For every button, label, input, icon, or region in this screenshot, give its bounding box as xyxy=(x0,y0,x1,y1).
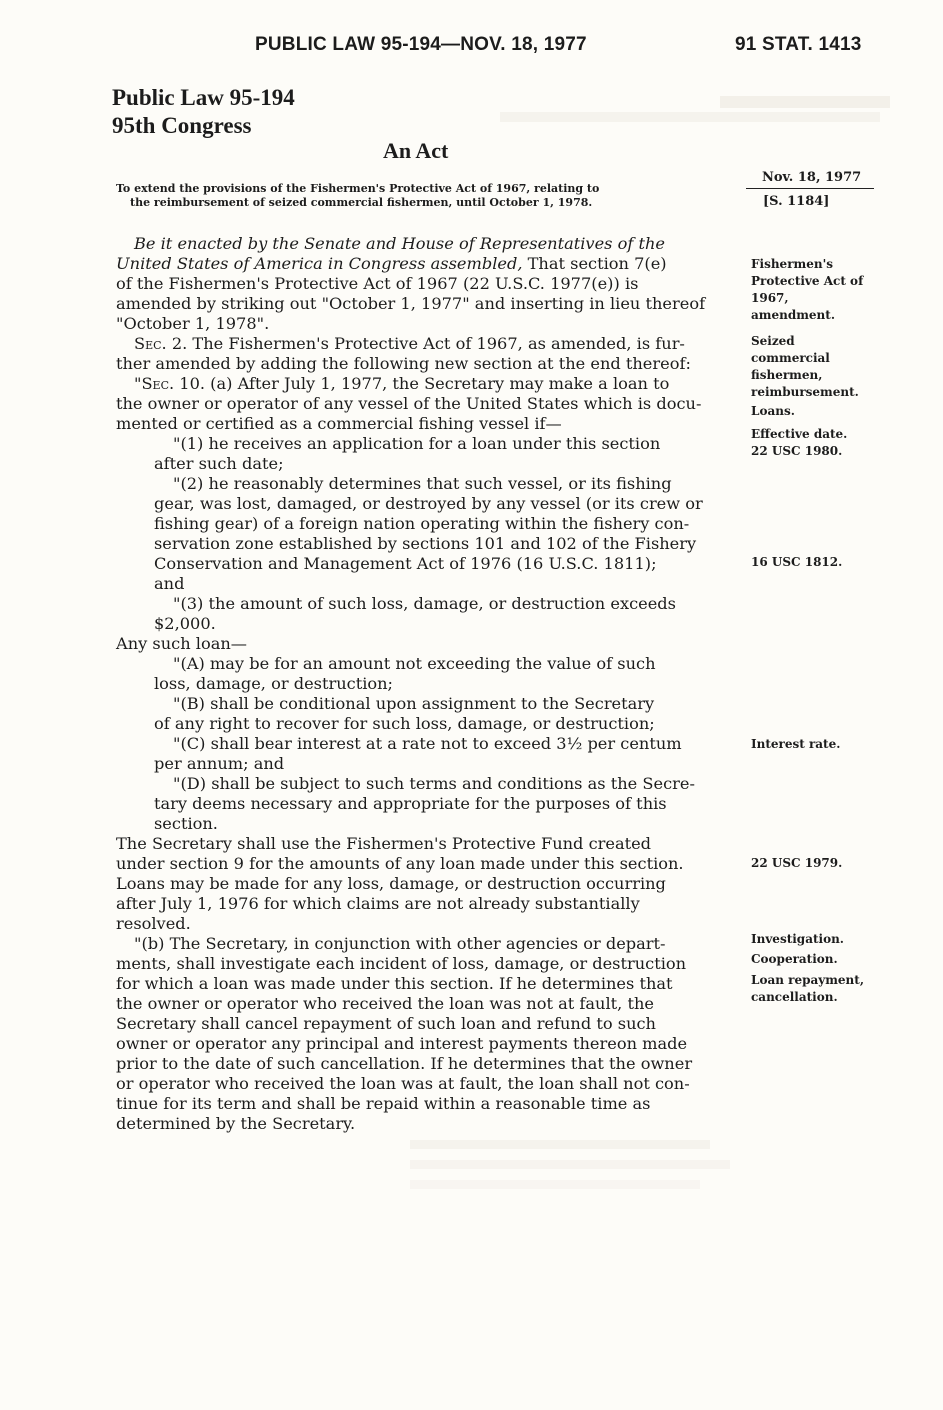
margin-note: 1967, xyxy=(751,291,789,305)
body-line: Secretary shall cancel repayment of such loan and refund to such xyxy=(116,1014,656,1033)
purpose-line: the reimbursement of seized commercial fishermen, until October 1, 1978. xyxy=(130,196,593,209)
bill-number: [S. 1184] xyxy=(763,194,830,209)
body-line: $2,000. xyxy=(154,614,216,633)
act-heading: An Act xyxy=(383,138,449,163)
body-line: the owner or operator who received the loan was not at fault, the xyxy=(116,994,654,1013)
margin-note: Seized xyxy=(751,334,795,348)
body-line: per annum; and xyxy=(154,754,285,773)
body-line: the owner or operator of any vessel of the United States which is docu- xyxy=(116,394,702,413)
section-label: "Sec. xyxy=(134,374,175,393)
body-line: "(B) shall be conditional upon assignment to the Secretary xyxy=(173,694,655,713)
bleed-through xyxy=(720,96,890,108)
margin-note: Protective Act of xyxy=(751,274,864,288)
body-line: amended by striking out "October 1, 1977" and inserting in lieu thereof xyxy=(116,294,706,313)
bleed-through xyxy=(410,1180,700,1189)
margin-note: Loans. xyxy=(751,404,795,418)
body-line xyxy=(116,254,667,274)
body-line: "(b) The Secretary, in conjunction with other agencies or depart- xyxy=(134,934,666,953)
congress-number: 95th Congress xyxy=(112,113,252,138)
margin-note: Loan repayment, xyxy=(751,973,864,987)
body-line: under section 9 for the amounts of any loan made under this section. xyxy=(116,854,684,873)
body-line: gear, was lost, damaged, or destroyed by any vessel (or its crew or xyxy=(154,494,703,513)
body-line: Loans may be made for any loss, damage, or destruction occurring xyxy=(116,874,666,893)
purpose-line: To extend the provisions of the Fishermen's Protective Act of 1967, relating to xyxy=(116,182,600,195)
margin-note: Cooperation. xyxy=(751,952,838,966)
body-line: after such date; xyxy=(154,454,284,473)
body-line: of the Fishermen's Protective Act of 1967 (22 U.S.C. 1977(e)) is xyxy=(116,274,639,293)
margin-note: Interest rate. xyxy=(751,737,841,751)
body-text: 10. (a) After July 1, 1977, the Secretary may make a loan to xyxy=(174,374,670,393)
body-line: The Secretary shall use the Fishermen's Protective Fund created xyxy=(116,834,652,853)
body-line: tary deems necessary and appropriate for the purposes of this xyxy=(154,794,667,813)
body-line xyxy=(134,374,669,394)
body-line: "(2) he reasonably determines that such vessel, or its fishing xyxy=(173,474,672,493)
body-line: or operator who received the loan was at fault, the loan shall not con- xyxy=(116,1074,690,1093)
body-line xyxy=(134,334,685,354)
body-line: determined by the Secretary. xyxy=(116,1114,356,1133)
body-line: ments, shall investigate each incident of loss, damage, or destruction xyxy=(116,954,687,973)
body-line: "October 1, 1978". xyxy=(116,314,270,333)
stat-reference: 91 STAT. 1413 xyxy=(735,34,862,55)
enacting-clause: United States of America in Congress assembled, xyxy=(116,254,523,273)
margin-note: Fishermen's xyxy=(751,257,834,271)
body-line: "(D) shall be subject to such terms and conditions as the Secre- xyxy=(173,774,695,793)
body-line: tinue for its term and shall be repaid within a reasonable time as xyxy=(116,1094,651,1113)
margin-note: amendment. xyxy=(751,308,835,322)
running-title: PUBLIC LAW 95-194—NOV. 18, 1977 xyxy=(255,34,587,55)
law-number: Public Law 95-194 xyxy=(112,85,295,110)
margin-note: commercial xyxy=(751,351,830,365)
body-line: resolved. xyxy=(116,914,191,933)
body-line: after July 1, 1976 for which claims are not already substantially xyxy=(116,894,640,913)
enactment-date: Nov. 18, 1977 xyxy=(762,170,862,185)
body-text: That section 7(e) xyxy=(522,254,667,273)
body-line: loss, damage, or destruction; xyxy=(154,674,393,693)
body-line: "(3) the amount of such loss, damage, or destruction exceeds xyxy=(173,594,676,613)
bleed-through xyxy=(410,1140,710,1149)
margin-note: reimbursement. xyxy=(751,385,859,399)
body-line: of any right to recover for such loss, damage, or destruction; xyxy=(154,714,655,733)
body-line: owner or operator any principal and interest payments thereon made xyxy=(116,1034,688,1053)
body-line: fishing gear) of a foreign nation operating within the fishery con- xyxy=(154,514,690,533)
margin-note: cancellation. xyxy=(751,990,838,1004)
body-line: mented or certified as a commercial fishing vessel if— xyxy=(116,414,562,433)
date-rule xyxy=(746,188,874,189)
margin-note: fishermen, xyxy=(751,368,823,382)
body-line: section. xyxy=(154,814,218,833)
margin-note: Investigation. xyxy=(751,932,844,946)
body-line: "(1) he receives an application for a loan under this section xyxy=(173,434,661,453)
body-line: "(C) shall bear interest at a rate not to exceed 3½ per centum xyxy=(173,734,682,753)
body-line: "(A) may be for an amount not exceeding the value of such xyxy=(173,654,656,673)
body-line: servation zone established by sections 101 and 102 of the Fishery xyxy=(154,534,697,553)
body-line: and xyxy=(154,574,185,593)
bleed-through xyxy=(410,1160,730,1169)
body-line: Any such loan— xyxy=(116,634,247,653)
section-label: Sec. xyxy=(134,334,167,353)
bleed-through xyxy=(500,112,880,122)
body-line: for which a loan was made under this section. If he determines that xyxy=(116,974,673,993)
margin-note: 22 USC 1979. xyxy=(751,856,843,870)
body-line: prior to the date of such cancellation. If he determines that the owner xyxy=(116,1054,693,1073)
margin-note: 16 USC 1812. xyxy=(751,555,843,569)
body-text: 2. The Fishermen's Protective Act of 1967, as amended, is fur- xyxy=(166,334,685,353)
body-line: ther amended by adding the following new section at the end thereof: xyxy=(116,354,691,373)
enacting-clause: Be it enacted by the Senate and House of Representatives of the xyxy=(134,234,666,253)
body-line: Conservation and Management Act of 1976 (16 U.S.C. 1811); xyxy=(154,554,657,573)
margin-note: 22 USC 1980. xyxy=(751,444,843,458)
margin-note: Effective date. xyxy=(751,427,848,441)
